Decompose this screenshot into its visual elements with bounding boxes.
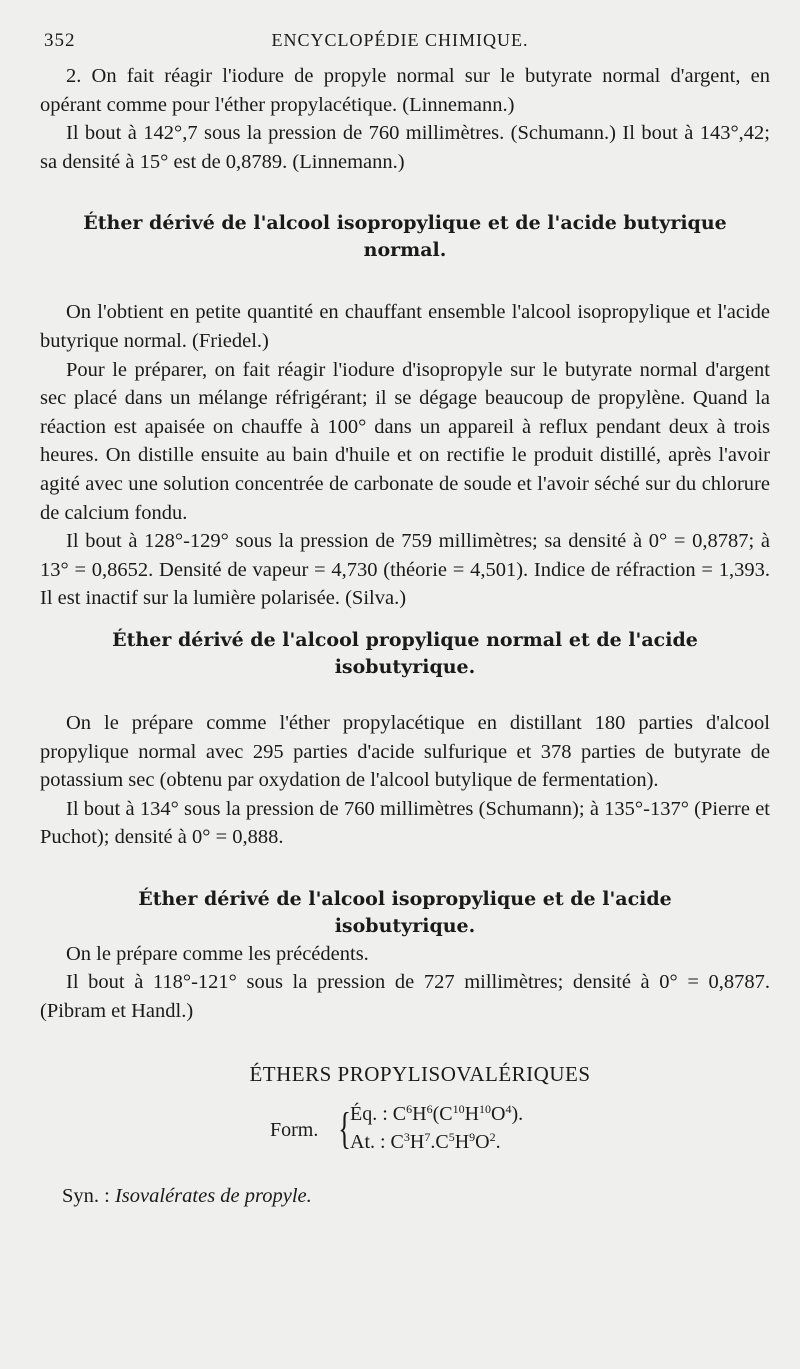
section-heading: Éther dérivé de l'alcool isopropylique et de l'acide isobutyrique.	[138, 887, 672, 937]
brace-icon: {	[338, 1104, 351, 1154]
paragraph: Il bout à 128°-129° sous la pression de 759 millimètres; sa densité à 0° = 0,8787; à 13° = 0,8652. Densité de vapeur = 4,730 (théorie = 4,501). Indice de réfraction = 1,393. Il est inactif sur la lumière polarisée. (Silva.)	[40, 530, 770, 610]
paragraph: On le prépare comme les précédents.	[66, 942, 369, 965]
formula-atomic: At. : $C^3H^7.C^5H^9O^2$.	[350, 1130, 501, 1154]
section-heading: Éther dérivé de l'alcool propylique normal et de l'acide isobutyrique.	[112, 628, 698, 678]
paragraph: 2. On fait réagir l'iodure de propyle normal sur le butyrate normal d'argent, en opérant comme pour l'éther propylacétique. (Linnemann.)	[40, 65, 770, 116]
section-title: ÉTHERS PROPYLISOVALÉRIQUES	[249, 1061, 591, 1086]
paragraph: Il bout à 142°,7 sous la pression de 760 millimètres. (Schumann.) Il bout à 143°,42; sa densité à 15° est de 0,8789. (Linnemann.)	[40, 122, 770, 173]
paragraph: On le prépare comme l'éther propylacétique en distillant 180 parties d'alcool propylique normal avec 295 parties d'acide sulfurique et 378 parties de butyrate de potassium sec (obtenu par oxydation de l'alcool butylique de fermentation).	[40, 711, 770, 792]
chemical-formula	[40, 1100, 770, 1164]
page-number: 352	[44, 30, 76, 51]
paragraph: On l'obtient en petite quantité en chauffant ensemble l'alcool isopropylique et l'acide butyrique normal. (Friedel.)	[40, 301, 770, 352]
page-header	[0, 24, 800, 60]
synonym-value: Isovalérates de propyle.	[114, 1185, 312, 1208]
page-body	[40, 62, 770, 1211]
formula-label: Form.	[270, 1119, 319, 1142]
formula-equivalent: Éq. : $C^6H^6(C^{10}H^{10}O^4)$.	[350, 1102, 524, 1126]
paragraph: Il bout à 118°-121° sous la pression de 727 millimètres; densité à 0° = 0,8787. (Pibram et Handl.)	[40, 971, 770, 1023]
section-heading: Éther dérivé de l'alcool isopropylique et de l'acide butyrique normal.	[83, 212, 727, 262]
paragraph: Pour le préparer, on fait réagir l'iodure d'isopropyle sur le butyrate normal d'argent sec placé dans un mélange réfrigérant; il se dégage beaucoup de propylène. Quand la réaction est apaisée on chauffe à 100° dans un appareil à reflux pendant deux à trois heures. On distille ensuite au bain d'huile et on rectifie le produit distillé, après l'avoir agité avec une solution concentrée de carbonate de soude et l'avoir séché sur du chlorure de calcium fondu.	[40, 358, 770, 524]
synonym-label: Syn. :	[62, 1185, 110, 1208]
paragraph: Il bout à 134° sous la pression de 760 millimètres (Schumann); à 135°-137° (Pierre et Puchot); densité à 0° = 0,888.	[40, 797, 770, 849]
synonym-line	[40, 1182, 770, 1211]
running-title: ENCYCLOPÉDIE CHIMIQUE.	[271, 30, 529, 50]
